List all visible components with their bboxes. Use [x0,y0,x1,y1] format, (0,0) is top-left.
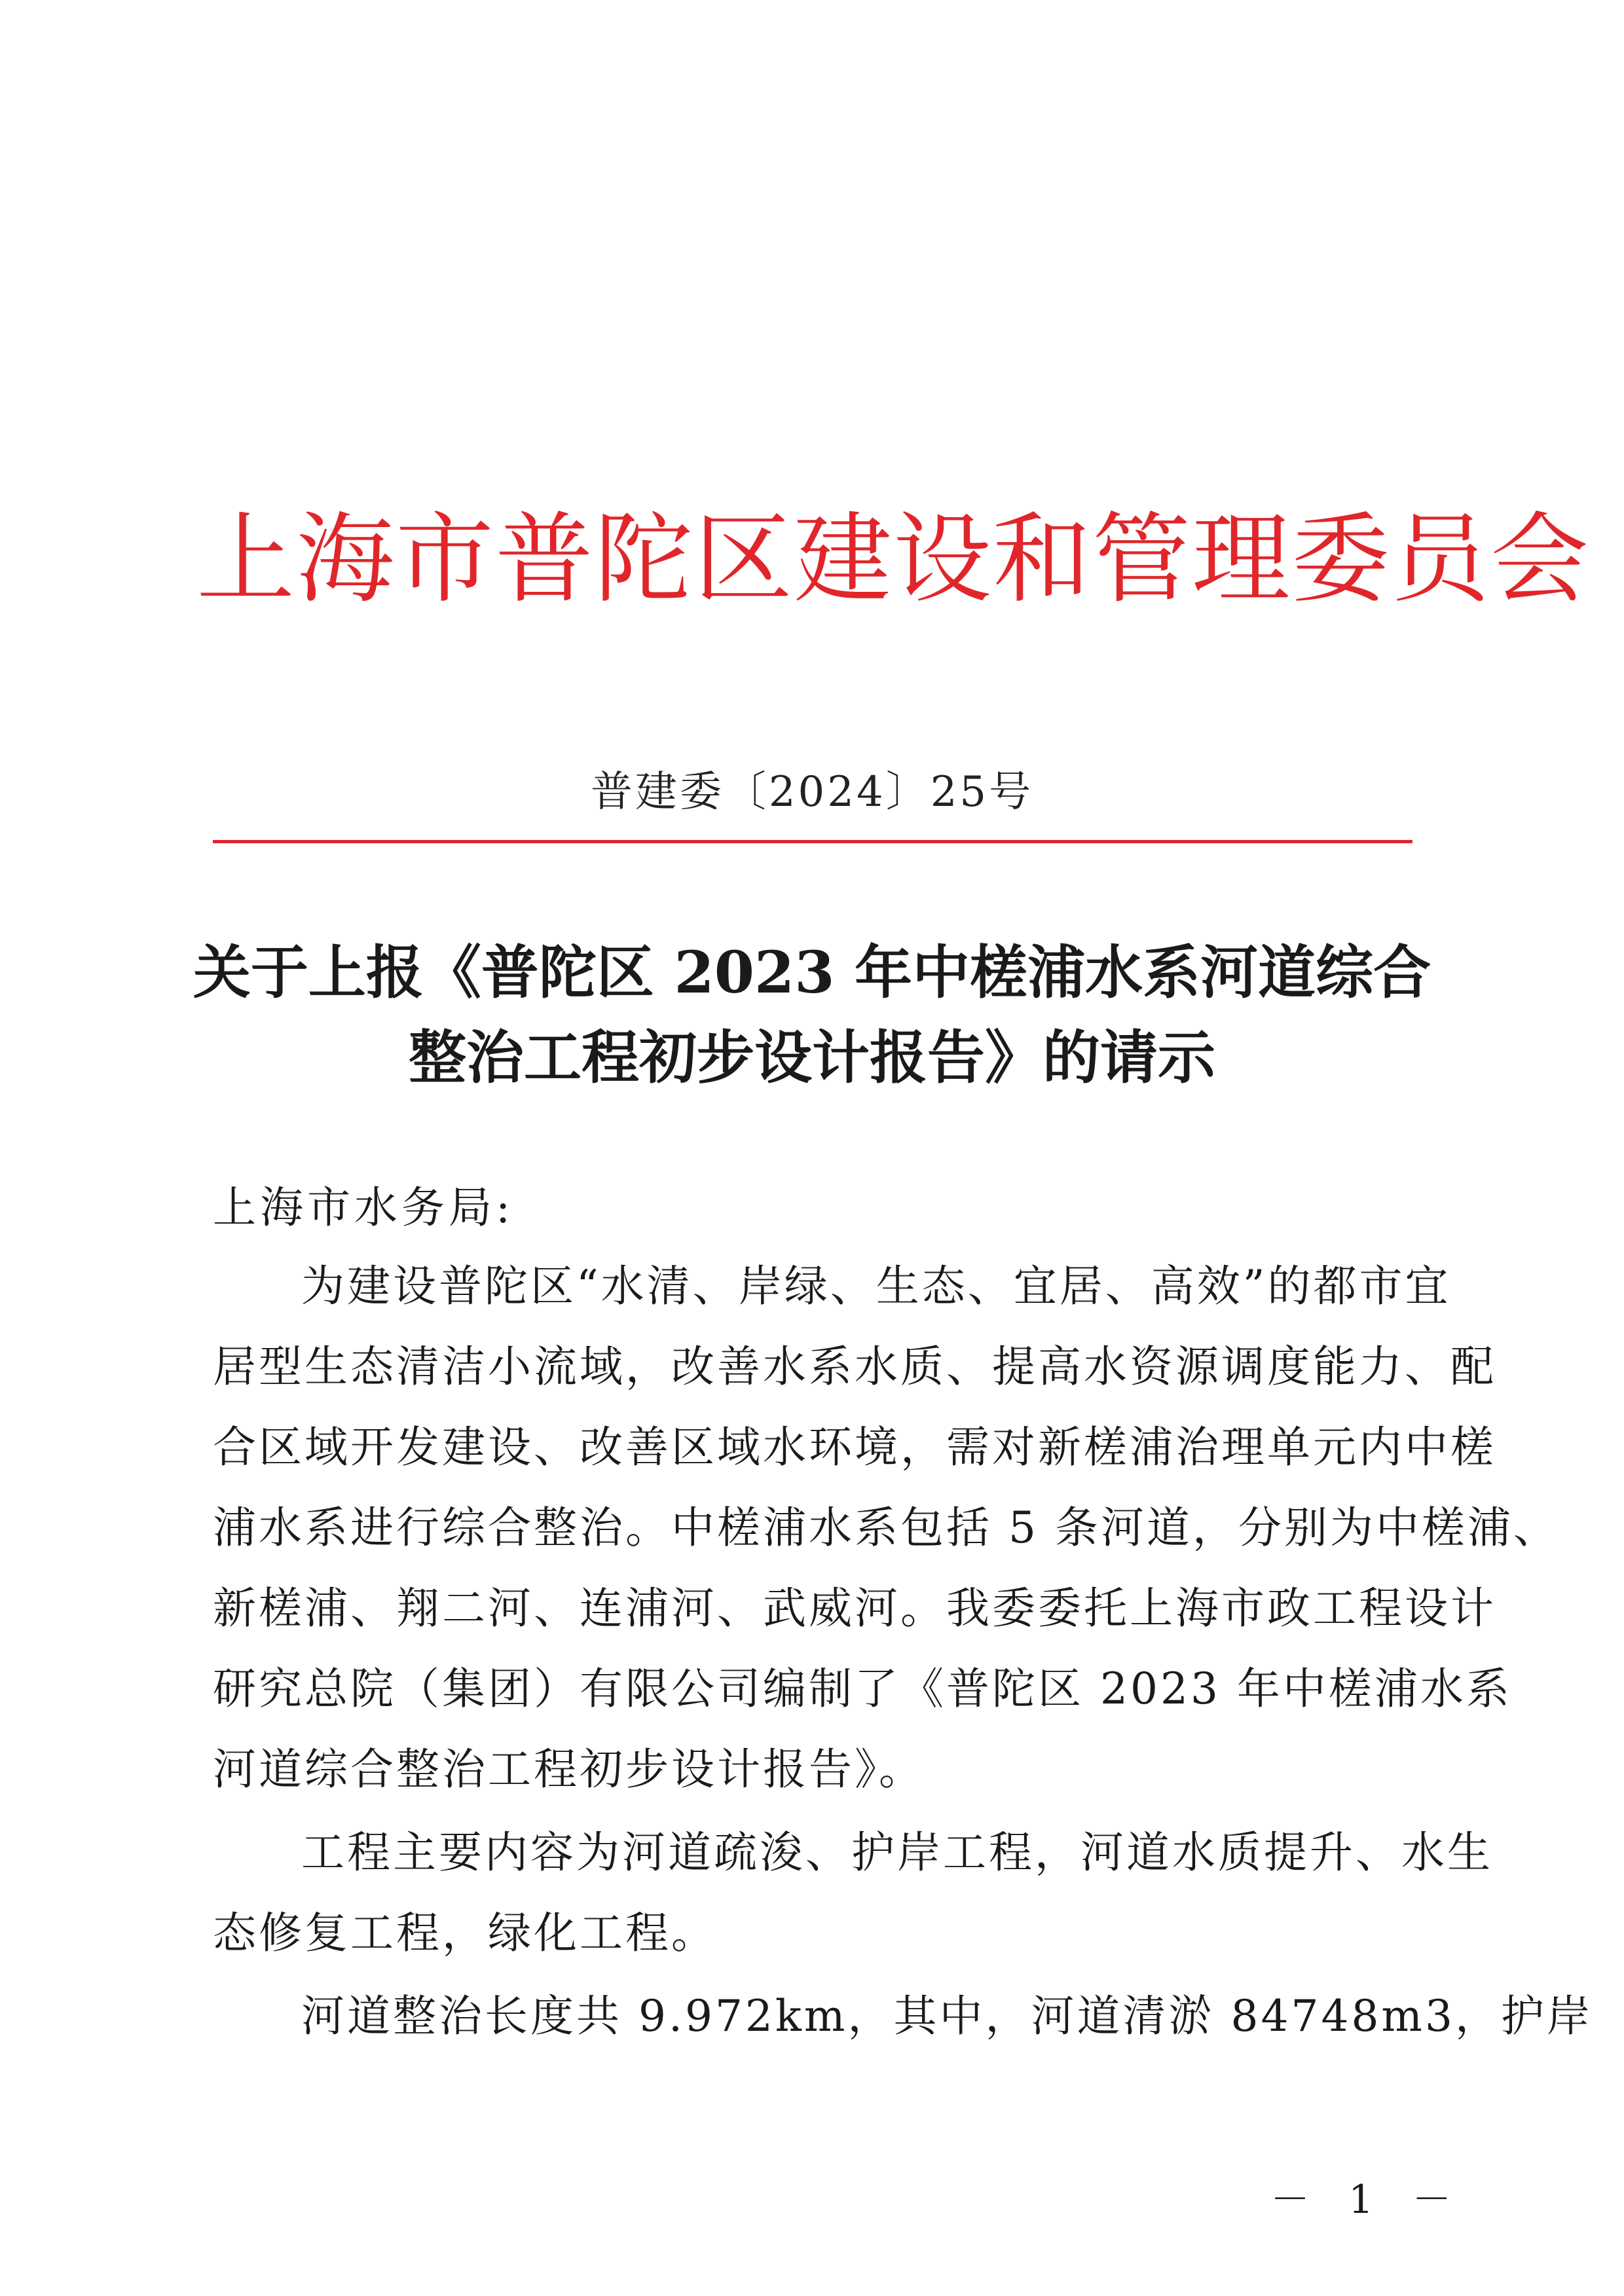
body-line: 合区域开发建设、改善区域水环境，需对新槎浦治理单元内中槎 [213,1422,1496,1472]
body-line: 研究总院（集团）有限公司编制了《普陀区 2023 年中槎浦水系 [213,1664,1512,1714]
body-line: 河道整治长度共 9.972km，其中，河道清淤 84748m3，护岸 [301,1991,1593,2041]
body-line: 浦水系进行综合整治。中槎浦水系包括 5 条河道，分别为中槎浦、 [213,1503,1559,1553]
body-line: 居型生态清洁小流域，改善水系水质、提高水资源调度能力、配 [213,1341,1496,1392]
body-line: 河道综合整治工程初步设计报告》。 [213,1744,925,1795]
body-line: 新槎浦、翔二河、连浦河、武威河。我委委托上海市政工程设计 [213,1583,1496,1633]
title-line-1: 关于上报《普陀区 2023 年中槎浦水系河道综合 [193,938,1431,1006]
title-line-2: 整治工程初步设计报告》的请示 [408,1023,1215,1091]
body-line: 态修复工程，绿化工程。 [213,1908,717,1958]
body-line: 为建设普陀区“水清、岸绿、生态、宜居、高效”的都市宜 [301,1261,1451,1311]
page-number: － 1 － [1270,2177,1465,2223]
organization-header: 上海市普陀区建设和管理委员会 [196,503,1591,617]
document-number: 普建委〔2024〕25号 [590,768,1034,816]
red-divider-line [213,840,1412,843]
addressee: 上海市水务局: [213,1182,515,1233]
body-line: 工程主要内容为河道疏浚、护岸工程，河道水质提升、水生 [301,1827,1493,1878]
document-title [183,930,1441,1100]
